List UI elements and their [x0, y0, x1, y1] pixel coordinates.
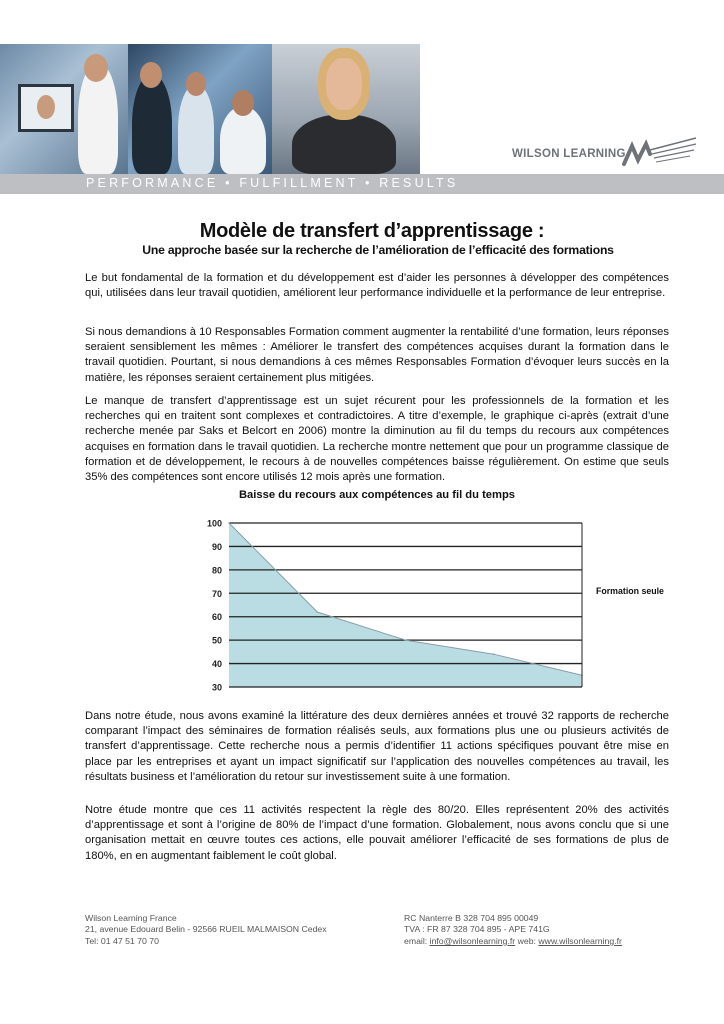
- photo-meeting: [128, 44, 272, 174]
- header-photo-strip: [0, 44, 420, 174]
- footer-rc: RC Nanterre B 328 704 895 00049: [404, 913, 539, 923]
- paragraph-2: Si nous demandions à 10 Responsables Formation comment augmenter la rentabilité d’une formation, leurs réponses seraient sensiblement les mêmes : Améliorer le transfert des compétences acquises durant la formation dans le travail quotidien. Pourtant, si nous demandions à ces mêmes Responsables Formation d’évoquer leurs succès en la matière, les réponses seraient certainement plus mitigées.: [85, 326, 669, 384]
- legend-label: Formation seule: [596, 586, 664, 596]
- y-tick-label: 40: [211, 659, 222, 670]
- y-tick-label: 30: [211, 682, 222, 693]
- y-tick-label: 80: [211, 565, 222, 576]
- logo-text: WILSON LEARNING: [512, 148, 626, 160]
- data-point: [316, 611, 318, 613]
- photo-woman-phone: [272, 44, 420, 174]
- y-tick-label: 100: [206, 518, 222, 529]
- footer-email-label: email:: [404, 935, 430, 946]
- paragraph-4: Dans notre étude, nous avons examiné la littérature des deux dernières années et trouvé 32 rapports de recherche comparant l’impact des séminaires de formation réalisés seuls, aux formations plus une ou plusieurs activités de transfert d’apprentissage. Cette recherche nous a permis d’identifier 11 actions spécifiques pouvant être mise en place par les entreprises et ayant un impact significatif sur l’application des nouvelles compétences au travail, les résultats business et l’amélioration du retour sur investissement suite à une formation.: [85, 710, 669, 783]
- photo-videoconference: [0, 44, 128, 174]
- footer-address: 21, avenue Edouard Belin - 92566 RUEIL MALMAISON Cedex: [85, 924, 327, 935]
- footer-contact: [404, 936, 622, 947]
- y-tick-label: 70: [211, 588, 222, 599]
- footer-web-label: web:: [515, 935, 539, 946]
- document-subtitle: Une approche basée sur la recherche de l’amélioration de l’efficacité des formations: [142, 243, 614, 257]
- logo-w-mark-icon: [620, 136, 698, 168]
- footer-phone: Tel: 01 47 51 70 70: [85, 935, 159, 946]
- y-tick-label: 60: [211, 612, 222, 623]
- footer-left: [85, 913, 327, 947]
- document-title: Modèle de transfert d’apprentissage :: [199, 220, 545, 242]
- footer-right: [404, 913, 622, 947]
- data-point: [228, 522, 230, 524]
- paragraph-1: Le but fondamental de la formation et du développement est d’aider les personnes à développer des compétences qui, utilisées dans leur travail quotidien, améliorent leur performance individuelle et la performance de leur entreprise.: [85, 272, 669, 300]
- skills-decline-chart: [196, 512, 676, 702]
- tagline-text: PERFORMANCE • FULFILLMENT • RESULTS: [86, 176, 459, 190]
- tagline-band: [0, 174, 724, 194]
- y-tick-label: 50: [211, 635, 222, 646]
- footer-web-link[interactable]: www.wilsonlearning.fr: [538, 935, 622, 946]
- footer-tva: TVA : FR 87 328 704 895 - APE 741G: [404, 924, 550, 935]
- data-point: [405, 639, 407, 641]
- footer-email-link[interactable]: info@wilsonlearning.fr: [429, 935, 516, 946]
- wilson-learning-logo: [508, 136, 698, 170]
- paragraph-5: Notre étude montre que ces 11 activités respectent la règle des 80/20. Elles représentent 20% des activités d’apprentissage et sont à l’origine de 80% de l’impact d’une formation. Globalement, nous avons conclu que si une organisation mettait en œuvre toutes ces actions, elle pouvait améliorer l’efficacité de ses formations de plus de 180%, en en augmentant faiblement le coût global.: [85, 804, 669, 862]
- y-tick-label: 90: [211, 541, 222, 552]
- data-point: [493, 653, 495, 655]
- footer-company: Wilson Learning France: [85, 913, 177, 923]
- paragraph-3: Le manque de transfert d’apprentissage est un sujet récurent pour les professionnels de la formation et les recherches qui en traitent sont complexes et contradictoires. A titre d’exemple, le graphique ci-après (extrait d’une recherche menée par Saks et Belcort en 2006) montre la diminution au fil du temps du recours aux compétences acquises en formation dans le travail quotidien. La recherche montre nettement que pour un programme classique de formation et de développement, le recours à de nouvelles compétences baisse régulièrement. On estime que seuls 35% des compétences sont encore utilisés 12 mois après une formation.: [85, 395, 669, 484]
- chart-title: Baisse du recours aux compétences au fil du temps: [238, 489, 516, 501]
- monitor-screen: [18, 84, 74, 132]
